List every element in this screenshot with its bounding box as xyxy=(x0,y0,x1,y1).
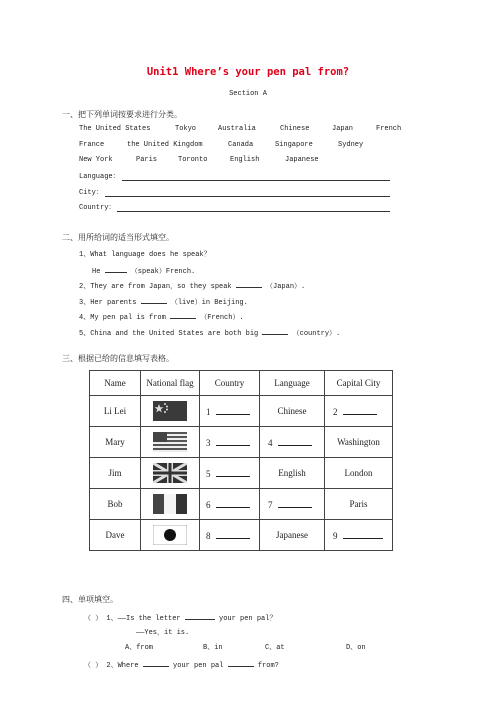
language-fill-line[interactable] xyxy=(79,171,390,181)
cell-name: Jim xyxy=(90,458,141,489)
word: Paris xyxy=(136,156,158,164)
word: Toronto xyxy=(178,156,208,164)
table-row xyxy=(90,396,393,427)
cell-country: 5 xyxy=(200,458,260,489)
answer-blank[interactable] xyxy=(216,530,250,539)
header-country: Country xyxy=(200,371,260,396)
cell-language: 4 xyxy=(260,427,325,458)
answer-paren[interactable]: （ ） xyxy=(84,662,103,670)
blank-mc2a[interactable] xyxy=(143,658,169,667)
answer-blank[interactable] xyxy=(278,499,312,508)
france-flag-icon xyxy=(153,494,187,514)
answer-blank[interactable] xyxy=(216,499,250,508)
city-fill-line[interactable] xyxy=(79,187,390,197)
word: Sydney xyxy=(338,141,364,149)
blank-4[interactable] xyxy=(170,310,196,319)
cell-capital: 2 xyxy=(325,396,393,427)
answer-blank[interactable] xyxy=(216,437,250,446)
question-1: 1、What language does he speak？ xyxy=(79,251,211,259)
cell-flag xyxy=(141,396,200,427)
cell-capital: Washington xyxy=(325,427,393,458)
blank-3[interactable] xyxy=(141,295,167,304)
table-row xyxy=(90,489,393,520)
question-3: 3、Her parents （live）in Beijing. xyxy=(79,295,248,307)
cell-capital: 9 xyxy=(325,520,393,551)
question-5: 5、China and the United States are both big （country）. xyxy=(79,326,340,338)
table-row xyxy=(90,520,393,551)
page-title: Unit1 Where’s your pen pal from? xyxy=(146,66,350,78)
header-flag: National flag xyxy=(141,371,200,396)
info-table xyxy=(89,370,393,551)
word: Singapore xyxy=(275,141,313,149)
table-row xyxy=(90,458,393,489)
word: French xyxy=(376,125,402,133)
cell-language: Chinese xyxy=(260,396,325,427)
uk-flag-icon xyxy=(153,463,187,483)
word: France xyxy=(79,141,105,149)
cell-flag xyxy=(141,520,200,551)
word: Tokyo xyxy=(175,125,197,133)
option-b[interactable]: B、in xyxy=(203,644,223,652)
answer-blank[interactable] xyxy=(343,406,377,415)
word: The United States xyxy=(79,125,151,133)
mc-question-2: （ ） 2、Where your pen pal from? xyxy=(84,658,279,670)
cell-flag xyxy=(141,427,200,458)
word: Australia xyxy=(218,125,256,133)
word: Canada xyxy=(228,141,254,149)
cell-language: English xyxy=(260,458,325,489)
cell-name: Li Lei xyxy=(90,396,141,427)
cell-country: 8 xyxy=(200,520,260,551)
answer-blank[interactable] xyxy=(216,468,250,477)
word: New York xyxy=(79,156,113,164)
option-d[interactable]: D、on xyxy=(346,644,366,652)
country-label: Country： xyxy=(79,204,116,212)
blank-mc2b[interactable] xyxy=(228,658,254,667)
blank-1[interactable] xyxy=(105,264,127,273)
option-a[interactable]: A、from xyxy=(125,644,154,652)
cell-capital: Paris xyxy=(325,489,393,520)
mc-question-1: （ ） 1、——Is the letter your pen pal？ xyxy=(84,611,276,623)
option-c[interactable]: C、at xyxy=(265,644,285,652)
city-label: City： xyxy=(79,189,103,197)
cell-language: 7 xyxy=(260,489,325,520)
answer-blank[interactable] xyxy=(216,406,250,415)
mc-question-1-reply: ——Yes，it is. xyxy=(136,629,190,637)
cell-country: 3 xyxy=(200,427,260,458)
table-header-row xyxy=(90,371,393,396)
blank-mc1[interactable] xyxy=(185,611,215,620)
section-label: Section A xyxy=(229,90,267,98)
answer-blank[interactable] xyxy=(278,437,312,446)
word: English xyxy=(230,156,260,164)
cell-name: Mary xyxy=(90,427,141,458)
word: Japan xyxy=(332,125,354,133)
cell-language: Japanese xyxy=(260,520,325,551)
part3-heading: 三、根据已给的信息填写表格。 xyxy=(62,354,174,363)
cell-flag xyxy=(141,458,200,489)
part2-heading: 二、用所给词的适当形式填空。 xyxy=(62,233,174,242)
blank-5[interactable] xyxy=(262,326,288,335)
country-fill-line[interactable] xyxy=(79,202,390,212)
question-4: 4、My pen pal is from （French）. xyxy=(79,310,244,322)
word: Chinese xyxy=(280,125,310,133)
cell-name: Bob xyxy=(90,489,141,520)
question-2: 2、They are from Japan，so they speak （Japan）. xyxy=(79,279,305,291)
language-label: Language： xyxy=(79,173,120,181)
cell-name: Dave xyxy=(90,520,141,551)
usa-flag-icon xyxy=(153,432,187,452)
header-language: Language xyxy=(260,371,325,396)
cell-country: 1 xyxy=(200,396,260,427)
answer-blank[interactable] xyxy=(343,530,383,539)
answer-paren[interactable]: （ ） xyxy=(84,615,103,623)
china-flag-icon xyxy=(153,401,187,421)
header-capital: Capital City xyxy=(325,371,393,396)
blank-2[interactable] xyxy=(236,279,262,288)
cell-capital: London xyxy=(325,458,393,489)
word: the United Kingdom xyxy=(127,141,203,149)
word: Japanese xyxy=(285,156,319,164)
table-row xyxy=(90,427,393,458)
cell-country: 6 xyxy=(200,489,260,520)
cell-flag xyxy=(141,489,200,520)
header-name: Name xyxy=(90,371,141,396)
part1-heading: 一、把下列单词按要求进行分类。 xyxy=(62,110,182,119)
japan-flag-icon xyxy=(153,525,187,545)
question-1-answer: He （speak）French. xyxy=(92,264,195,276)
part4-heading: 四、单项填空。 xyxy=(62,595,118,604)
